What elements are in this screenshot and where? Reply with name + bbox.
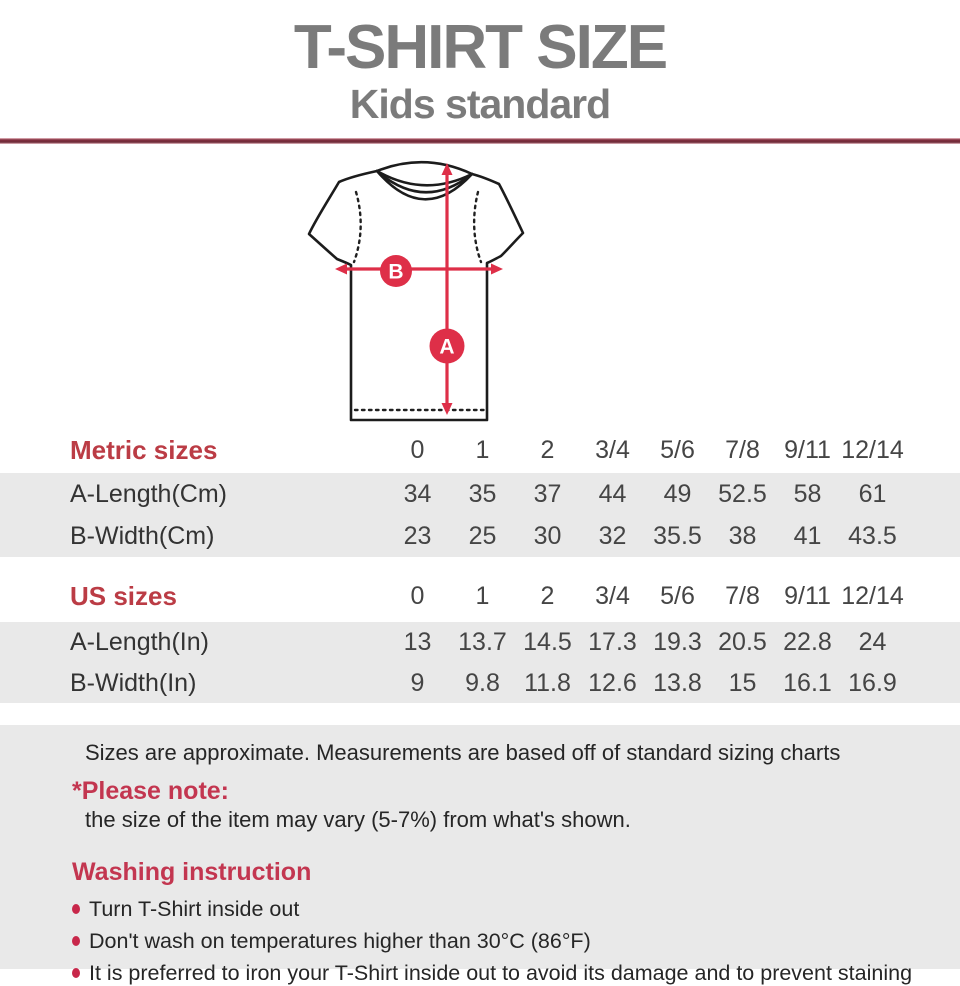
row-label: B-Width(Cm) xyxy=(70,521,215,550)
size-cell: 44 xyxy=(598,479,627,508)
size-cell: 15 xyxy=(728,668,757,697)
size-cell: 12.6 xyxy=(588,668,637,697)
collar-rib-middle xyxy=(377,171,472,192)
size-cell: 41 xyxy=(793,521,822,550)
size-cell: 11.8 xyxy=(524,668,571,697)
size-cell: 58 xyxy=(793,479,822,508)
size-cell: 61 xyxy=(858,479,887,508)
size-col-header: 1 xyxy=(475,436,490,464)
size-col-header: 3/4 xyxy=(595,436,630,464)
size-cell: 19.3 xyxy=(653,628,702,656)
metric-header-row xyxy=(0,428,960,473)
table-row-width-in xyxy=(0,663,960,703)
size-cell: 9.8 xyxy=(465,668,500,697)
size-cell: 25 xyxy=(468,521,497,550)
size-col-header: 3/4 xyxy=(595,581,630,610)
washing-heading: Washing instruction xyxy=(72,858,312,886)
size-col-header: 9/11 xyxy=(784,436,831,464)
row-label: A-Length(Cm) xyxy=(70,479,227,508)
size-col-header: 7/8 xyxy=(725,581,760,610)
washing-item xyxy=(72,928,942,954)
us-sizes-label: US sizes xyxy=(70,580,177,611)
size-cell: 35.5 xyxy=(653,521,702,550)
arrow-down-icon xyxy=(442,403,453,415)
size-cell: 32 xyxy=(598,521,627,550)
table-row-width-cm xyxy=(0,515,960,557)
length-badge-label: A xyxy=(439,335,455,359)
tshirt-diagram-svg xyxy=(297,156,537,431)
washing-item-text: Turn T-Shirt inside out xyxy=(89,897,300,921)
arrow-left-icon xyxy=(335,264,347,275)
size-cell: 49 xyxy=(663,479,692,508)
width-badge-label: B xyxy=(388,260,404,284)
washing-item-text: It is preferred to iron your T-Shirt inside out to avoid its damage and to prevent staining xyxy=(89,961,913,985)
arrow-right-icon xyxy=(491,264,503,275)
size-col-header: 1 xyxy=(475,581,490,610)
bullet-dot-icon xyxy=(72,936,80,946)
size-cell: 52.5 xyxy=(718,479,767,508)
size-col-header: 7/8 xyxy=(725,436,760,464)
size-cell: 34 xyxy=(403,479,432,508)
washing-item xyxy=(72,896,942,922)
table-row-length-cm xyxy=(0,473,960,515)
size-cell: 14.5 xyxy=(523,628,572,656)
header xyxy=(0,0,960,128)
size-cell: 13.7 xyxy=(458,628,507,656)
size-cell: 16.9 xyxy=(848,668,897,697)
page-title: T-SHIRT SIZE xyxy=(293,13,667,82)
bullet-dot-icon xyxy=(72,968,80,978)
size-cell: 30 xyxy=(533,521,562,550)
tshirt-diagram xyxy=(297,156,537,431)
armhole-seam-right xyxy=(474,192,481,262)
washing-item-text: Don't wash on temperatures higher than 30°C (86°F) xyxy=(89,929,591,953)
please-note-heading: *Please note: xyxy=(72,777,230,805)
size-cell: 22.8 xyxy=(783,628,832,656)
us-header-row xyxy=(0,557,960,622)
size-col-header: 12/14 xyxy=(841,581,904,610)
divider xyxy=(0,138,960,144)
size-cell: 17.3 xyxy=(588,628,637,656)
metric-sizes-label: Metric sizes xyxy=(70,435,218,465)
collar-back-icon xyxy=(377,162,472,174)
armhole-seam-left xyxy=(354,192,361,262)
bullet-dot-icon xyxy=(72,904,80,914)
page-subtitle: Kids standard xyxy=(349,81,611,128)
washing-list xyxy=(72,896,942,986)
size-col-header: 0 xyxy=(410,436,425,464)
size-col-header: 5/6 xyxy=(660,581,695,610)
table-row-length-in xyxy=(0,622,960,663)
size-cell: 35 xyxy=(468,479,497,508)
size-col-header: 0 xyxy=(410,581,425,610)
size-col-header: 9/11 xyxy=(784,581,831,610)
size-cell: 37 xyxy=(533,479,562,508)
washing-item xyxy=(72,960,942,986)
size-col-header: 2 xyxy=(540,436,555,464)
size-cell: 13.8 xyxy=(653,668,702,697)
size-table xyxy=(0,428,960,703)
size-col-header: 12/14 xyxy=(841,436,904,464)
size-cell: 23 xyxy=(403,521,432,550)
size-cell: 38 xyxy=(728,521,757,550)
size-col-header: 2 xyxy=(540,581,555,610)
row-label: B-Width(In) xyxy=(70,668,197,697)
size-cell: 9 xyxy=(410,668,425,697)
please-note-text: the size of the item may vary (5-7%) from what's shown. xyxy=(85,807,631,832)
size-cell: 20.5 xyxy=(718,628,767,656)
size-cell: 24 xyxy=(858,628,887,656)
approx-note: Sizes are approximate. Measurements are based off of standard sizing charts xyxy=(85,740,841,765)
size-cell: 43.5 xyxy=(848,521,897,550)
tshirt-outline xyxy=(309,171,523,420)
row-label: A-Length(In) xyxy=(70,628,209,656)
size-col-header: 5/6 xyxy=(660,436,695,464)
notes-panel xyxy=(0,725,960,985)
size-cell: 16.1 xyxy=(783,668,832,697)
size-cell: 13 xyxy=(403,628,432,656)
